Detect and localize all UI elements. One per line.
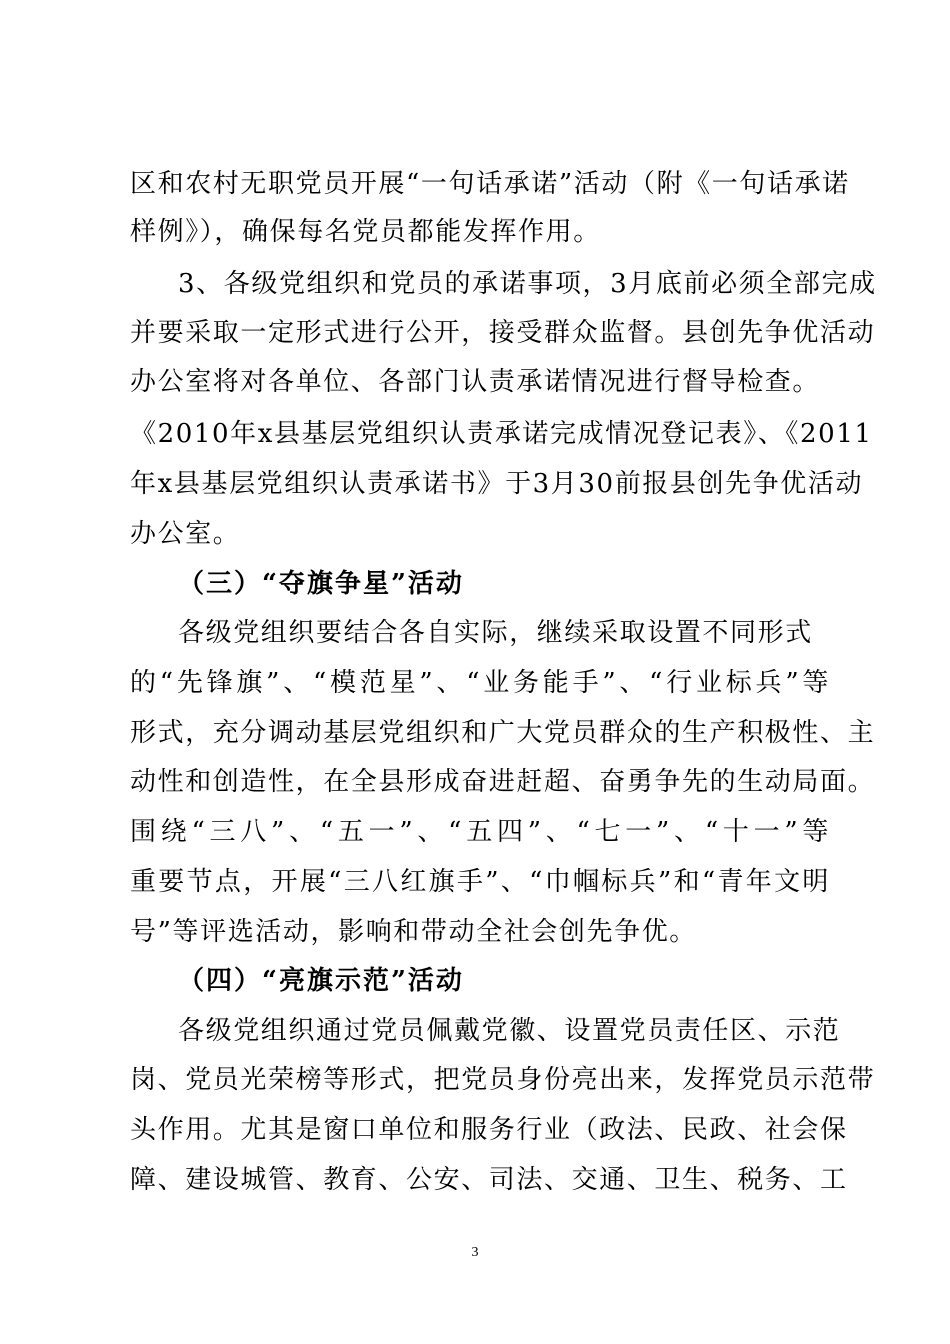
body-text-line: 办公室。 (130, 519, 241, 549)
section-heading: （四）“亮旗示范”活动 (178, 966, 464, 996)
body-text-line: 样例》），确保每名党员都能发挥作用。 (130, 217, 601, 247)
body-text-line: 各级党组织通过党员佩戴党徽、设置党员责任区、示范 (178, 1016, 841, 1046)
body-text-line: 年x县基层党组织认责承诺书》于3月30前报县创先争优活动 (130, 469, 864, 499)
body-text-line: 动性和创造性，在全县形成奋进赶超、奋勇争先的生动局面。 (130, 767, 876, 797)
body-text-line: 形式，充分调动基层党组织和广大党员群众的生产积极性、主 (130, 718, 876, 748)
body-text-line: 《2010年x县基层党组织认责承诺完成情况登记表》、《2011 (130, 419, 873, 449)
body-text-line: 重要节点，开展“三八红旗手”、“巾帼标兵”和“青年文明 (130, 867, 830, 897)
body-text-line: 号”等评选活动，影响和带动全社会创先争优。 (130, 917, 697, 947)
section-heading: （三）“夺旗争星”活动 (178, 569, 464, 599)
body-text-line: 办公室将对各单位、各部门认责承诺情况进行督导检查。 (130, 367, 821, 397)
body-text-line: 头作用。尤其是窗口单位和服务行业（政法、民政、社会保 (130, 1115, 848, 1145)
body-text-line: 并要采取一定形式进行公开，接受群众监督。县创先争优活动 (130, 318, 876, 348)
body-text-line: 各级党组织要结合各自实际，继续采取设置不同形式 (178, 618, 813, 648)
body-text-line: 岗、党员光荣榜等形式，把党员身份亮出来，发挥党员示范带 (130, 1065, 876, 1095)
body-text-line: 障、建设城管、教育、公安、司法、交通、卫生、税务、工 (130, 1165, 848, 1195)
body-text-line: 区和农村无职党员开展“一句话承诺”活动（附《一句话承诺 (130, 169, 850, 199)
body-text-line: 3、各级党组织和党员的承诺事项，3月底前必须全部完成 (178, 269, 877, 299)
page-number: 3 (471, 1245, 479, 1260)
body-text-line: 的“先锋旗”、“模范星”、“业务能手”、“行业标兵”等 (130, 668, 830, 698)
body-text-line: 围绕“三八”、“五一”、“五四”、“七一”、“十一”等 (130, 817, 830, 847)
